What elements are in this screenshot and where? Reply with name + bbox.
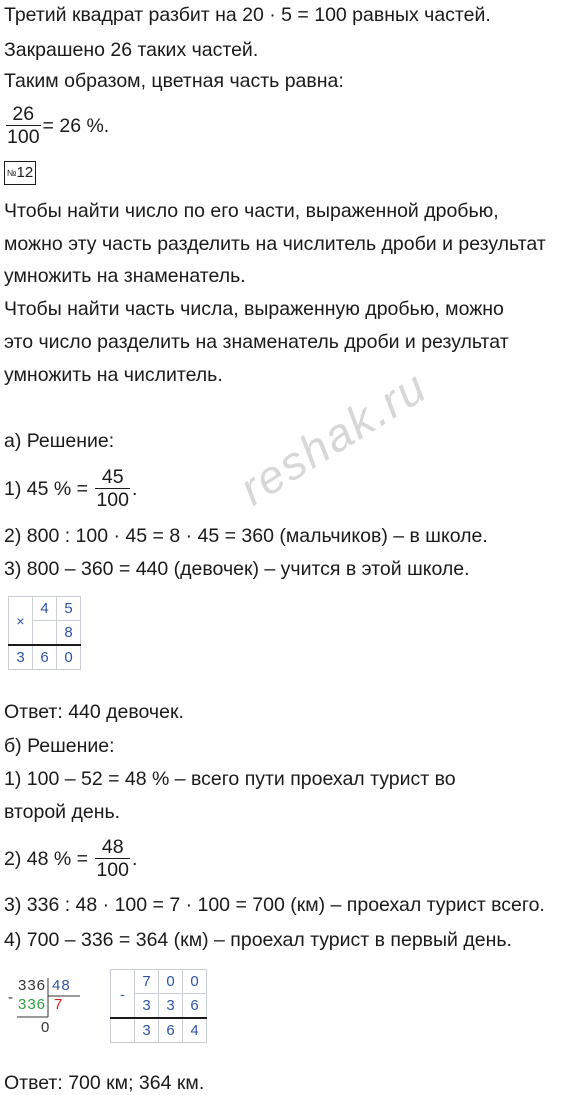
grid-cell: 8	[57, 621, 81, 646]
division-quotient: 7	[54, 996, 63, 1013]
fraction-numerator: 45	[95, 466, 130, 489]
rule2-line-2: это число разделить на знаменатель дроби и результат	[4, 331, 509, 353]
grid-cell: 3	[135, 994, 159, 1019]
division-remainder: 0	[41, 1019, 50, 1036]
part-b-answer: Ответ: 700 км; 364 км.	[4, 1072, 205, 1094]
division-subtract: 336	[18, 996, 47, 1013]
part-b-step-4: 4) 700 – 336 = 364 (км) – проехал турист в первый день.	[4, 929, 512, 951]
step2-suffix: .	[131, 847, 138, 870]
fraction-result: = 26 %.	[42, 114, 110, 137]
grid-cell: 6	[183, 994, 207, 1019]
grid-cell: 3	[9, 645, 33, 670]
percent-fraction	[6, 103, 41, 148]
part-b-step-2	[4, 836, 137, 881]
grid-cell: 4	[33, 597, 57, 621]
grid-cell: 7	[135, 970, 159, 994]
part-b-step-3: 3) 336 : 48 · 100 = 7 · 100 = 700 (км) – проехал турист всего.	[4, 894, 545, 916]
rule1-line-2: можно эту часть разделить на числитель дроби и результат	[4, 233, 546, 255]
division-dividend: 336	[18, 977, 47, 994]
grid-cell: 6	[33, 645, 57, 670]
number-sign: №	[6, 168, 17, 178]
intro-fraction-line	[4, 103, 109, 148]
fraction-numerator: 48	[95, 836, 130, 859]
intro-line-1: Третий квадрат разбит на 20 · 5 = 100 равных частей.	[4, 4, 491, 26]
multiply-sign: ×	[9, 597, 33, 646]
task-number: 12	[16, 164, 34, 181]
part-b-step-1-line-1: 1) 100 – 52 = 48 % – всего пути проехал турист во	[4, 768, 456, 790]
rule2-line-3: умножить на числитель.	[4, 364, 223, 386]
fraction-denominator: 100	[96, 859, 129, 881]
part-b-step-1-line-2: второй день.	[4, 801, 121, 823]
division-lines	[8, 975, 98, 1047]
grid-cell: 6	[159, 1018, 183, 1043]
grid-cell	[111, 1018, 135, 1043]
rule1-line-3: умножить на знаменатель.	[4, 265, 246, 287]
part-a-heading: а) Решение:	[4, 430, 115, 452]
rule1-line-1: Чтобы найти число по его части, выраженной дробью,	[4, 200, 499, 222]
part-a-answer: Ответ: 440 девочек.	[4, 701, 184, 723]
multiplication-grid	[8, 596, 81, 670]
grid-cell: 0	[183, 970, 207, 994]
division-minus: -	[8, 989, 13, 1006]
minus-sign: -	[111, 970, 135, 1019]
step1-fraction	[95, 466, 130, 511]
fraction-denominator: 100	[7, 126, 40, 148]
intro-line-2: Закрашено 26 таких частей.	[4, 39, 259, 61]
step2-fraction	[95, 836, 130, 881]
watermark: reshak.ru	[230, 359, 436, 515]
grid-cell: 0	[57, 645, 81, 670]
part-b-heading: б) Решение:	[4, 735, 115, 757]
grid-cell: 0	[159, 970, 183, 994]
part-a-step-1	[4, 466, 137, 511]
rule2-line-1: Чтобы найти часть числа, выраженную дробью, можно	[4, 298, 504, 320]
grid-cell	[33, 621, 57, 646]
fraction-denominator: 100	[96, 489, 129, 511]
step1-prefix: 1) 45 % =	[4, 477, 89, 500]
part-a-step-3: 3) 800 – 360 = 440 (девочек) – учится в этой школе.	[4, 558, 470, 580]
task-number-badge	[4, 161, 36, 185]
fraction-numerator: 26	[6, 103, 41, 126]
division-divisor: 48	[52, 977, 71, 994]
grid-cell: 3	[135, 1018, 159, 1043]
grid-cell: 3	[159, 994, 183, 1019]
subtraction-grid	[110, 969, 207, 1043]
intro-line-3: Таким образом, цветная часть равна:	[4, 70, 344, 92]
step2-prefix: 2) 48 % =	[4, 847, 89, 870]
long-division	[8, 975, 98, 1047]
grid-cell: 5	[57, 597, 81, 621]
step1-suffix: .	[131, 477, 138, 500]
part-a-step-2: 2) 800 : 100 · 45 = 8 · 45 = 360 (мальчиков) – в школе.	[4, 525, 488, 547]
grid-cell: 4	[183, 1018, 207, 1043]
